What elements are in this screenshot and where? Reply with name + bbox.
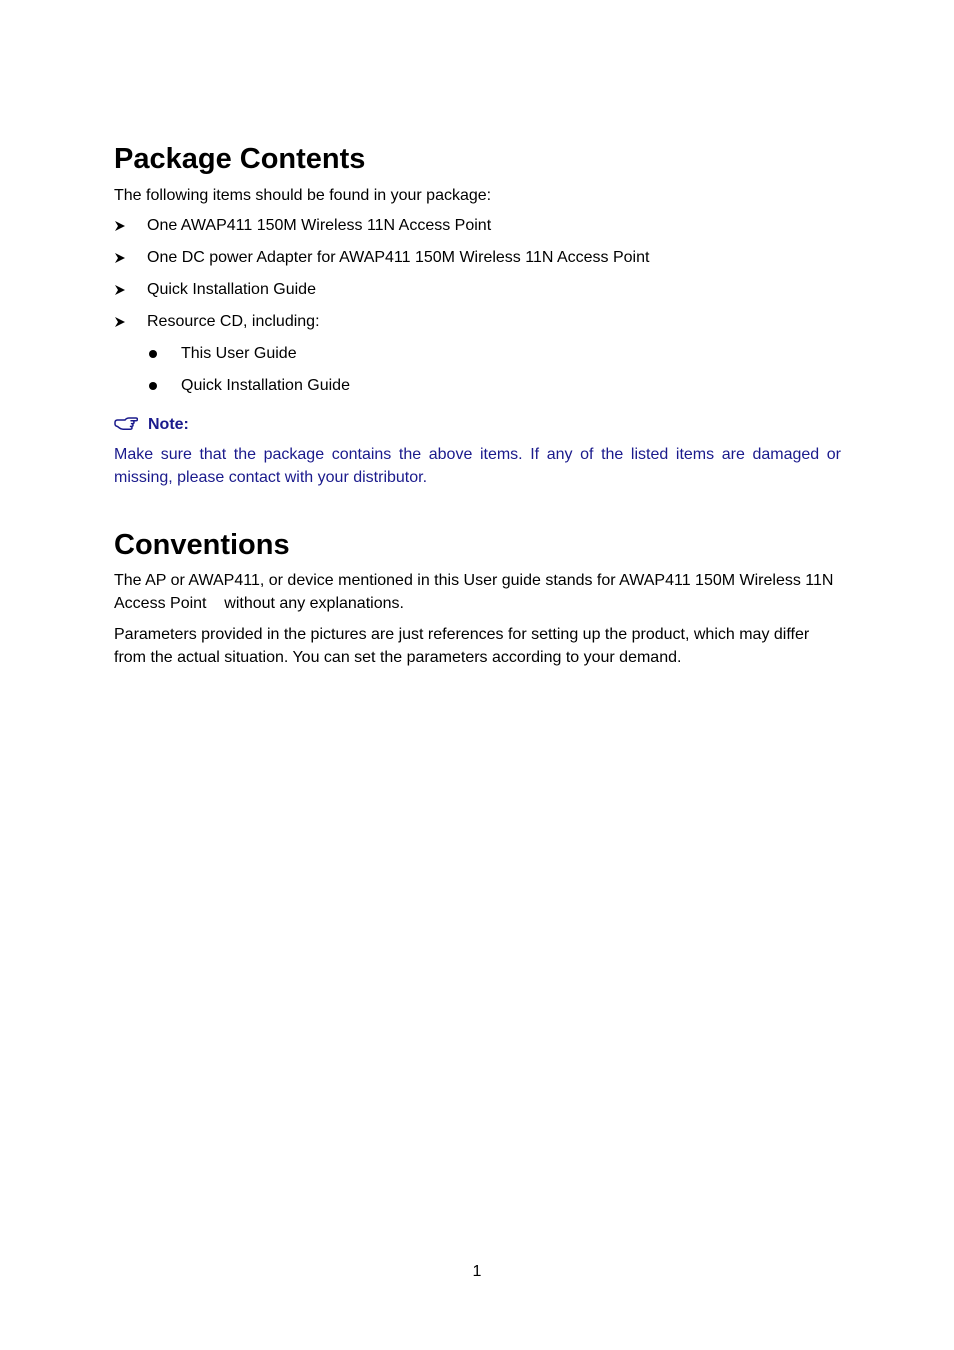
page-number: 1 xyxy=(472,1263,482,1280)
package-intro: The following items should be found in your package: xyxy=(114,187,492,204)
conventions-paragraph-1: The AP or AWAP411, or device mentioned in this User guide stands for AWAP411 150M Wireless 11N Access Point without any explanations. xyxy=(114,572,834,612)
arrowhead-bullet-icon xyxy=(114,215,126,237)
heading-package-contents: Package Contents xyxy=(114,143,366,175)
round-bullet-icon xyxy=(149,375,157,397)
round-bullet-icon xyxy=(149,343,157,365)
heading-conventions: Conventions xyxy=(114,529,290,561)
list-item-label: Resource CD, including: xyxy=(147,313,320,330)
sub-list-item-label: Quick Installation Guide xyxy=(181,377,350,394)
sub-list-item xyxy=(0,375,954,397)
arrowhead-bullet-icon xyxy=(114,311,126,333)
list-item xyxy=(0,247,954,269)
list-item xyxy=(0,215,954,237)
list-item-label: One DC power Adapter for AWAP411 150M Wireless 11N Access Point xyxy=(147,249,650,266)
note-header xyxy=(114,413,189,437)
note-title: Note: xyxy=(148,416,189,433)
pointing-hand-icon xyxy=(114,417,138,433)
sub-list-item xyxy=(0,343,954,365)
list-item xyxy=(0,311,954,333)
arrowhead-bullet-icon xyxy=(114,247,126,269)
list-item xyxy=(0,279,954,301)
note-text: Make sure that the package contains the above items. If any of the listed items are damaged or missing, please contact with your distributor. xyxy=(114,446,841,486)
conventions-paragraph-2: Parameters provided in the pictures are just references for setting up the product, which may differ from the actual situation. You can set the parameters according to your demand. xyxy=(114,626,810,666)
sub-list-item-label: This User Guide xyxy=(181,345,297,362)
arrowhead-bullet-icon xyxy=(114,279,126,301)
list-item-label: One AWAP411 150M Wireless 11N Access Point xyxy=(147,217,492,234)
list-item-label: Quick Installation Guide xyxy=(147,281,316,298)
